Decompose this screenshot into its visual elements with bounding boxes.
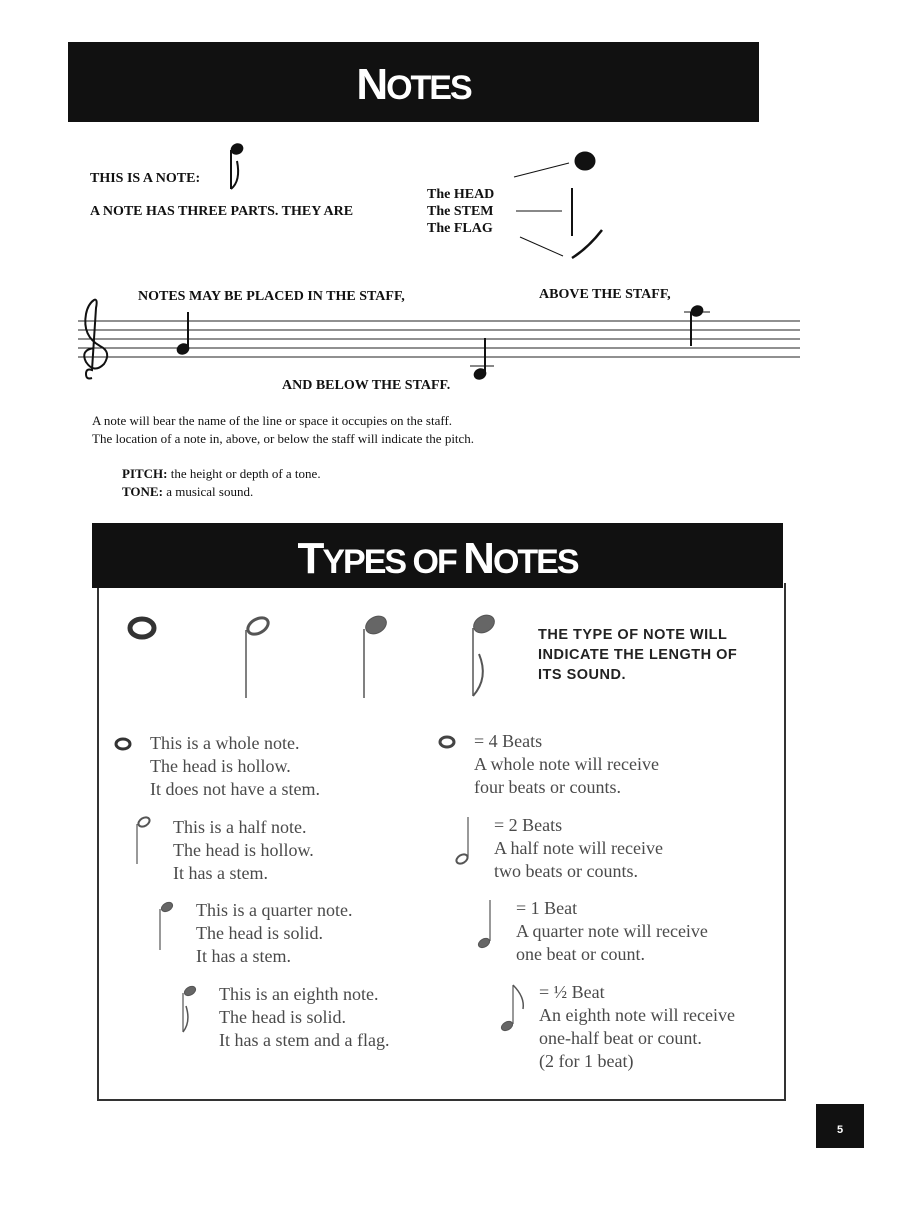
staff-note-above-icon (684, 304, 710, 346)
half-note-description: This is a half note. The head is hollow. It has a stem. (173, 817, 314, 883)
note-parts-diagram-icon (514, 152, 602, 258)
eighth-note-small-icon (183, 985, 197, 1032)
part-head-label: The HEAD (427, 187, 495, 202)
quarter-note-beats-icon (477, 900, 491, 949)
below-staff-label: AND BELOW THE STAFF. (282, 378, 451, 393)
half-note-beats-icon (455, 817, 469, 865)
eighth-note-beats: = ½ Beat An eighth note will receive one-half beat or count. (2 for 1 beat) (539, 982, 735, 1071)
pitch-definition: PITCH: the height or depth of a tone. (122, 466, 321, 481)
type-description: THE TYPE OF NOTE WILL INDICATE THE LENGTH OF ITS SOUND. (538, 627, 738, 683)
part-flag-label: The FLAG (427, 221, 493, 236)
types-of-notes-title: TYPES OF NOTES (92, 523, 783, 588)
whole-note-description: This is a whole note. The head is hollow. It does not have a stem. (150, 733, 320, 799)
example-eighth-note-icon (229, 142, 244, 189)
quarter-note-beats: = 1 Beat A quarter note will receive one beat or count. (516, 898, 708, 964)
above-staff-label: ABOVE THE STAFF, (539, 287, 671, 302)
quarter-note-description: This is a quarter note. The head is solid. It has a stem. (196, 900, 353, 966)
half-note-beats: = 2 Beats A half note will receive two beats or counts. (494, 815, 663, 881)
whole-note-large-icon (130, 619, 154, 637)
this-is-a-note-label: THIS IS A NOTE: (90, 171, 201, 186)
quarter-note-large-icon (362, 613, 389, 698)
explanation-text: A note will bear the name of the line or space it occupies on the staff. The location of a note in, above, or below the staff will indicate the pitch. (92, 413, 475, 446)
tone-definition: TONE: a musical sound. (122, 484, 254, 499)
whole-note-small-icon (116, 739, 130, 749)
page-title: NOTES (68, 42, 759, 122)
three-parts-label: A NOTE HAS THREE PARTS. THEY ARE (90, 204, 354, 219)
whole-note-beats-icon (440, 737, 454, 747)
page-number: 5 (816, 1104, 864, 1148)
half-note-small-icon (137, 816, 151, 864)
half-note-large-icon (245, 614, 271, 698)
staff-note-in-icon (175, 312, 190, 356)
quarter-note-small-icon (160, 901, 174, 950)
eighth-note-description: This is an eighth note. The head is solid. It has a stem and a flag. (219, 984, 390, 1050)
whole-note-beats: = 4 Beats A whole note will receive four beats or counts. (474, 731, 659, 797)
part-stem-label: The STEM (427, 204, 494, 219)
staff-note-below-icon (470, 338, 494, 381)
in-staff-label: NOTES MAY BE PLACED IN THE STAFF, (138, 289, 405, 304)
eighth-note-beats-icon (500, 985, 523, 1032)
eighth-note-large-icon (470, 612, 497, 696)
